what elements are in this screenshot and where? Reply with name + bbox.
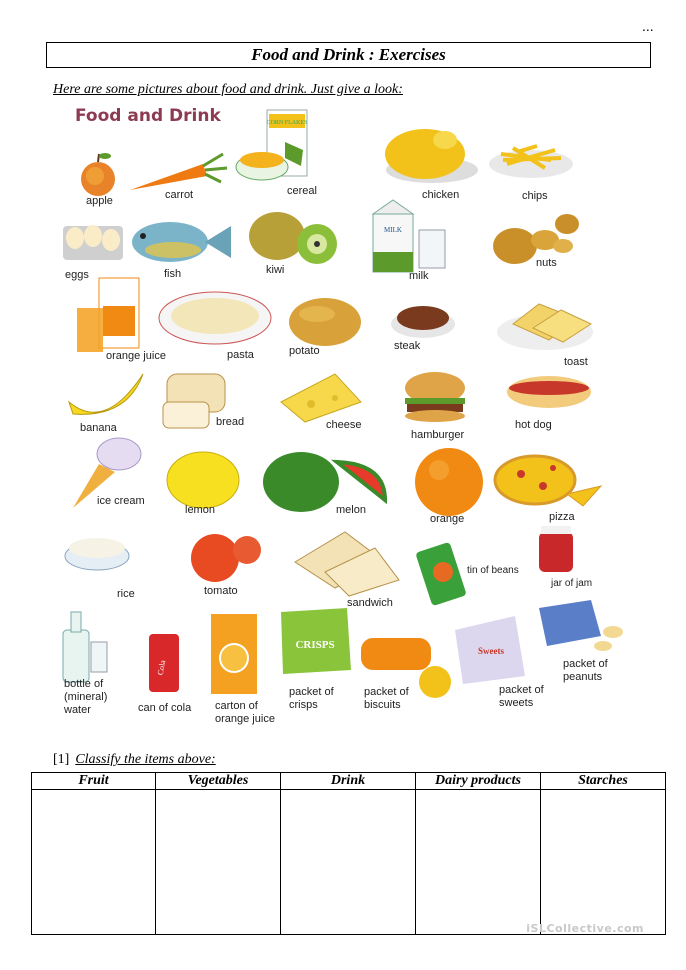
label-steak: steak <box>394 340 421 352</box>
hamburger-illustration <box>405 372 465 422</box>
label-potato: potato <box>289 345 320 357</box>
can-of-cola-illustration <box>149 634 179 692</box>
steak-illustration <box>391 306 455 338</box>
food-poster <box>55 102 631 725</box>
sweets-packet-text: Sweets <box>478 646 504 656</box>
cell-vegetables[interactable] <box>156 790 281 935</box>
lemon-illustration <box>167 452 239 508</box>
chicken-illustration <box>385 129 478 183</box>
apple-illustration <box>81 153 115 196</box>
cell-dairy-products[interactable] <box>416 790 541 935</box>
cell-fruit[interactable] <box>32 790 156 935</box>
table-answer-row <box>32 790 666 935</box>
page-title: Food and Drink : Exercises <box>46 42 651 68</box>
label-packet-of-sweets: packet of sweets <box>499 684 544 709</box>
label-packet-of-crisps: packet of crisps <box>289 686 334 711</box>
cell-drink[interactable] <box>281 790 416 935</box>
melon-illustration <box>263 452 385 512</box>
label-sandwich: sandwich <box>347 597 393 609</box>
table-header-row <box>32 773 666 790</box>
label-hamburger: hamburger <box>411 429 465 441</box>
label-jar-of-jam: jar of jam <box>551 578 593 589</box>
rice-illustration <box>65 538 129 570</box>
crisps-packet-text: CRISPS <box>295 639 335 651</box>
orange-illustration <box>415 448 483 516</box>
label-ice-cream: ice cream <box>97 495 145 507</box>
header-dairy-products: Dairy products <box>416 773 541 790</box>
sandwich-illustration <box>295 532 399 596</box>
label-milk: milk <box>409 270 429 282</box>
label-lemon: lemon <box>185 504 215 516</box>
watermark: iSLCollective.com <box>526 922 644 935</box>
label-kiwi: kiwi <box>266 264 285 276</box>
fish-illustration <box>132 222 231 262</box>
label-packet-of-peanuts: packet of peanuts <box>563 658 608 683</box>
label-eggs: eggs <box>65 269 89 281</box>
label-chips: chips <box>522 190 548 202</box>
hot-dog-illustration <box>507 376 591 408</box>
toast-illustration <box>497 304 593 350</box>
label-packet-of-biscuits: packet of biscuits <box>364 686 409 711</box>
milk-carton-text: MILK <box>384 226 402 234</box>
label-carrot: carrot <box>165 189 194 201</box>
pizza-illustration <box>495 456 601 506</box>
label-pasta: pasta <box>227 349 254 361</box>
header-fruit: Fruit <box>32 773 156 790</box>
label-pizza: pizza <box>549 511 575 523</box>
potato-illustration <box>289 298 361 346</box>
label-bottle-of-water: bottle of (mineral) water <box>64 678 108 716</box>
carrot-illustration <box>130 154 227 190</box>
cheese-illustration <box>281 374 361 422</box>
label-bread: bread <box>216 416 245 428</box>
exercise-text: Classify the items above: <box>75 752 216 767</box>
label-carton-of-orange-juice: carton of orange juice <box>215 700 275 725</box>
exercise-instruction <box>53 752 216 768</box>
label-melon: melon <box>336 504 366 516</box>
bottle-of-water-illustration <box>63 612 107 682</box>
label-banana: banana <box>80 422 117 434</box>
carton-of-orange-juice-illustration <box>211 614 257 694</box>
cell-starches[interactable] <box>541 790 666 935</box>
banana-illustration <box>69 374 143 414</box>
tomato-illustration <box>191 534 261 582</box>
label-rice: rice <box>117 588 135 600</box>
pasta-illustration <box>159 292 271 344</box>
label-chicken: chicken <box>422 189 460 201</box>
poster-heading: Food and Drink <box>75 106 221 126</box>
cereal-illustration <box>236 110 307 180</box>
label-toast: toast <box>564 356 588 368</box>
exercise-number: [1] <box>53 752 70 767</box>
label-cereal: cereal <box>287 185 317 197</box>
jar-of-jam-illustration <box>539 526 573 572</box>
eggs-illustration <box>63 225 123 260</box>
header-starches: Starches <box>541 773 666 790</box>
label-tomato: tomato <box>204 585 238 597</box>
cola-can-text: Cola <box>155 659 168 676</box>
packet-of-sweets-illustration <box>455 616 525 684</box>
orange-juice-illustration <box>77 278 139 352</box>
intro-text: Here are some pictures about food and drink. Just give a look: <box>53 82 403 97</box>
milk-illustration <box>373 200 445 272</box>
label-cheese: cheese <box>326 419 362 431</box>
packet-of-crisps-illustration <box>281 608 351 674</box>
packet-of-peanuts-illustration <box>539 600 623 651</box>
corner-mark: ... <box>642 18 654 34</box>
cereal-box-text: CORN FLAKES <box>266 120 308 126</box>
kiwi-illustration <box>249 212 337 264</box>
label-hot-dog: hot dog <box>515 419 552 431</box>
header-vegetables: Vegetables <box>156 773 281 790</box>
tin-of-beans-illustration <box>415 542 467 606</box>
label-tin-of-beans: tin of beans <box>467 565 519 576</box>
label-can-of-cola: can of cola <box>138 702 192 714</box>
label-orange-juice: orange juice <box>106 350 166 362</box>
label-fish: fish <box>164 268 182 280</box>
classification-table <box>31 772 666 935</box>
label-apple: apple <box>86 195 113 207</box>
label-orange: orange <box>430 513 465 525</box>
label-nuts: nuts <box>536 257 557 269</box>
chips-illustration <box>489 146 573 178</box>
header-drink: Drink <box>281 773 416 790</box>
